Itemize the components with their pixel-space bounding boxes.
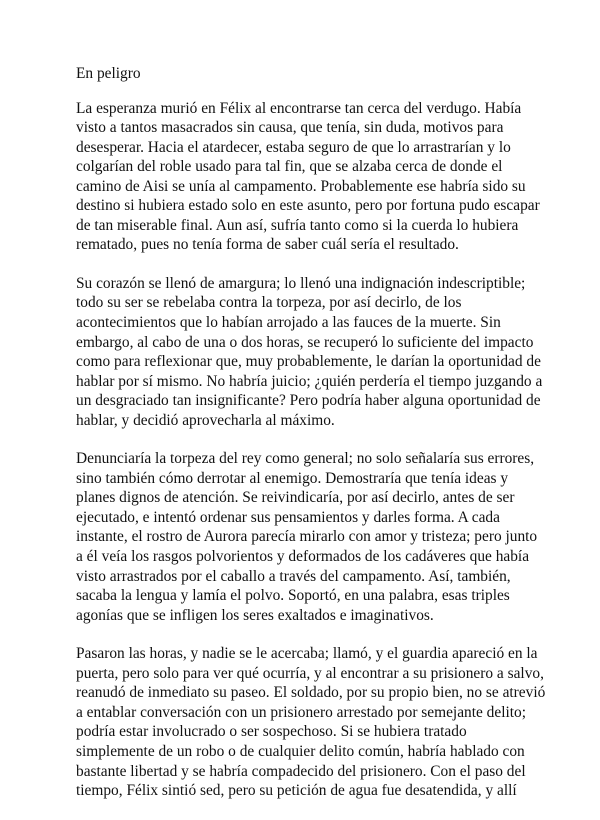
text-line: Su corazón se llenó de amargura; lo llenó una indignación indescriptible;: [76, 274, 526, 292]
text-line: hablar, y decidió aprovecharla al máximo.: [76, 411, 335, 429]
text-line: embargo, al cabo de una o dos horas, se recuperó lo suficiente del impacto: [76, 333, 534, 351]
text-line: sacaba la lengua y lamía el polvo. Soportó, en una palabra, esas triples: [76, 587, 510, 605]
text-line: planes dignos de atención. Se reivindicaría, por así decirlo, antes de ser: [76, 489, 515, 507]
text-line: podría estar involucrado o ser sospechoso. Si se hubiera tratado: [76, 723, 467, 741]
text-line: visto arrastrados por el caballo a través del campamento. Así, también,: [76, 567, 511, 585]
paragraph: [76, 274, 543, 430]
text-line: simplemente de un robo o de cualquier delito común, habría hablado con: [76, 742, 525, 760]
text-line: tiempo, Félix sintió sed, pero su petición de agua fue desatendida, y allí: [76, 782, 517, 800]
text-line: agonías que se infligen los seres exaltados e imaginativos.: [76, 606, 434, 624]
text-line: de tan miserable final. Aun así, sufría tanto como si la cuerda lo hubiera: [76, 216, 519, 234]
text-line: La esperanza murió en Félix al encontrarse tan cerca del verdugo. Había: [76, 99, 522, 117]
text-line: visto a tantos masacrados sin causa, que tenía, sin duda, motivos para: [76, 119, 504, 137]
text-line: hablar por sí mismo. No habría juicio; ¿quién perdería el tiempo juzgando a: [76, 372, 543, 390]
paragraph: [76, 644, 546, 800]
text-line: todo su ser se rebelaba contra la torpeza, por así decirlo, de los: [76, 294, 462, 312]
text-line: camino de Aisi se unía al campamento. Probablemente ese habría sido su: [76, 177, 526, 195]
text-line: sino también cómo derrotar al enemigo. Demostraría que tenía ideas y: [76, 469, 509, 487]
text-line: Denunciaría la torpeza del rey como general; no solo señalaría sus errores,: [76, 450, 535, 468]
text-line: destino si hubiera estado solo en este asunto, pero por fortuna pudo escapar: [76, 197, 540, 215]
text-line: instante, el rostro de Aurora parecía mirarlo con amor y tristeza; pero junto: [76, 528, 538, 546]
text-line: ejecutado, e intentó ordenar sus pensamientos y darles forma. A cada: [76, 508, 500, 526]
text-line: a él veía los rasgos polvorientos y deformados de los cadáveres que había: [76, 548, 530, 566]
text-line: desesperar. Hacia el atardecer, estaba seguro de que lo arrastrarían y lo: [76, 138, 511, 156]
document-title: En peligro: [76, 65, 141, 82]
text-line: acontecimientos que lo habían arrojado a las fauces de la muerte. Sin: [76, 314, 501, 332]
document-body: [76, 64, 546, 820]
paragraph: [76, 99, 540, 255]
text-line: reanudó de inmediato su paseo. El soldado, por su propio bien, no se atrevió: [76, 684, 546, 702]
paragraph-list: [76, 99, 546, 801]
text-line: bastante libertad y se habría compadecido del prisionero. Con el paso del: [76, 762, 526, 780]
text-line: como para reflexionar que, muy probablemente, le darían la oportunidad de: [76, 353, 541, 371]
text-line: Pasaron las horas, y nadie se le acercaba; llamó, y el guardia apareció en la: [76, 645, 538, 663]
text-line: a entablar conversación con un prisionero arrestado por semejante delito;: [76, 703, 527, 721]
text-line: colgarían del roble usado para tal fin, que se alzaba cerca de donde el: [76, 158, 503, 176]
text-line: rematado, pues no tenía forma de saber cuál sería el resultado.: [76, 236, 459, 254]
text-line: puerta, pero solo para ver qué ocurría, y al encontrar a su prisionero a salvo,: [76, 664, 544, 682]
text-line: un desgraciado tan insignificante? Pero podría haber alguna oportunidad de: [76, 392, 541, 410]
paragraph: [76, 449, 536, 625]
